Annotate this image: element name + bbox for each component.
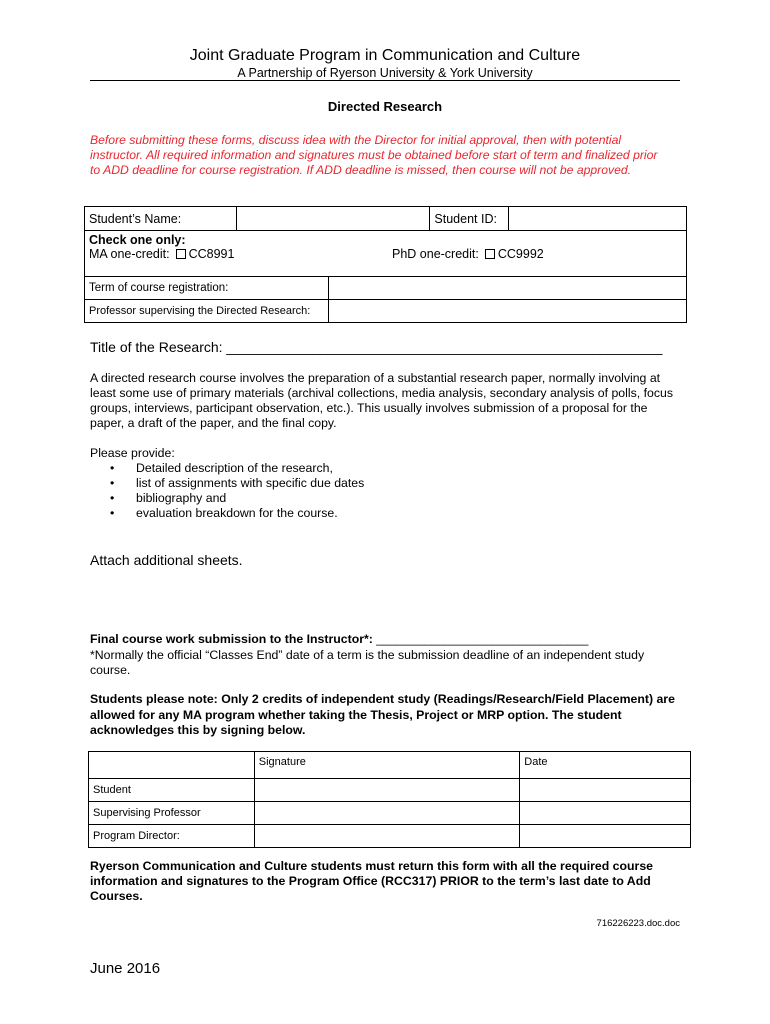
- professor-date-field[interactable]: [520, 802, 691, 825]
- provide-list: [110, 461, 364, 521]
- program-choice-cell: [85, 231, 687, 277]
- title-divider: [90, 80, 680, 81]
- file-name: 716226223.doc.doc: [596, 918, 680, 929]
- term-field[interactable]: [328, 277, 686, 300]
- document-title: Joint Graduate Program in Communication and Culture: [189, 47, 581, 64]
- final-submission-note: *Normally the official “Classes End” date of a term is the submission deadline of an independent study course.: [90, 648, 645, 677]
- instructions-text: Before submitting these forms, discuss idea with the Director for initial approval, then with potential instructor. All required information and signatures must be obtained before start of term and finalized prior to ADD deadline for course registration. If ADD deadline is missed, then course will not be approved.: [90, 133, 658, 177]
- check-one-label: Check one only:: [89, 233, 186, 247]
- table-row-label: Supervising Professor: [89, 802, 255, 825]
- phd-checkbox[interactable]: [485, 249, 495, 259]
- student-name-label: Student’s Name:: [85, 207, 237, 231]
- professor-field[interactable]: [328, 300, 686, 323]
- students-note: Students please note: Only 2 credits of independent study (Readings/Research/Field Placement) are allowed for any MA program whether taking the Thesis, Project or MRP option. The student acknowledges this by signing below.: [90, 692, 675, 737]
- table-row-label: Student: [89, 779, 255, 802]
- ma-course-code: CC8991: [188, 247, 235, 261]
- final-submission-label: Final course work submission to the Instructor*:: [90, 632, 373, 646]
- date-header: Date: [520, 752, 691, 779]
- signature-header-blank: [89, 752, 255, 779]
- student-id-field[interactable]: [509, 207, 687, 231]
- phd-option-label: PhD one-credit:: [392, 247, 479, 261]
- ma-option-label: MA one-credit:: [89, 247, 170, 261]
- table-row-label: Program Director:: [89, 825, 255, 848]
- list-item: • list of assignments with specific due dates: [110, 476, 364, 491]
- return-instructions: Ryerson Communication and Culture students must return this form with all the required course information and signatures to the Program Office (RCC317) PRIOR to the term’s last date to Add Courses.: [90, 859, 653, 903]
- list-item: • Detailed description of the research,: [110, 461, 364, 476]
- list-item: • bibliography and: [110, 491, 364, 506]
- footer-date: June 2016: [90, 960, 161, 977]
- final-submission-blank[interactable]: _______________________________: [372, 632, 589, 646]
- term-label: Term of course registration:: [85, 277, 329, 300]
- phd-course-code: CC9992: [497, 247, 544, 261]
- final-submission-line: [90, 632, 588, 646]
- form-heading: Directed Research: [327, 99, 443, 114]
- student-name-field[interactable]: [236, 207, 430, 231]
- professor-label: Professor supervising the Directed Research:: [85, 300, 329, 323]
- professor-signature-field[interactable]: [254, 802, 520, 825]
- student-info-table: [84, 206, 687, 323]
- signature-header: Signature: [254, 752, 520, 779]
- list-item: • evaluation breakdown for the course.: [110, 506, 364, 521]
- student-id-label: Student ID:: [430, 207, 509, 231]
- director-date-field[interactable]: [520, 825, 691, 848]
- director-signature-field[interactable]: [254, 825, 520, 848]
- ma-checkbox[interactable]: [176, 249, 186, 259]
- please-provide-label: Please provide:: [90, 446, 175, 460]
- document-subtitle: A Partnership of Ryerson University & York University: [237, 66, 533, 80]
- student-signature-field[interactable]: [254, 779, 520, 802]
- course-description: A directed research course involves the preparation of a substantial research paper, normally involving at least some use of primary materials (archival collections, media analysis, secondary analysis of polls, focus groups, interviews, participant observation, etc.). This usually involves submission of a proposal for the paper, a draft of the paper, and the final copy.: [90, 371, 673, 430]
- signature-table: [88, 751, 691, 848]
- research-title-line: Title of the Research: ________________________________________________________: [90, 339, 663, 355]
- attach-sheets-note: Attach additional sheets.: [90, 552, 243, 568]
- student-date-field[interactable]: [520, 779, 691, 802]
